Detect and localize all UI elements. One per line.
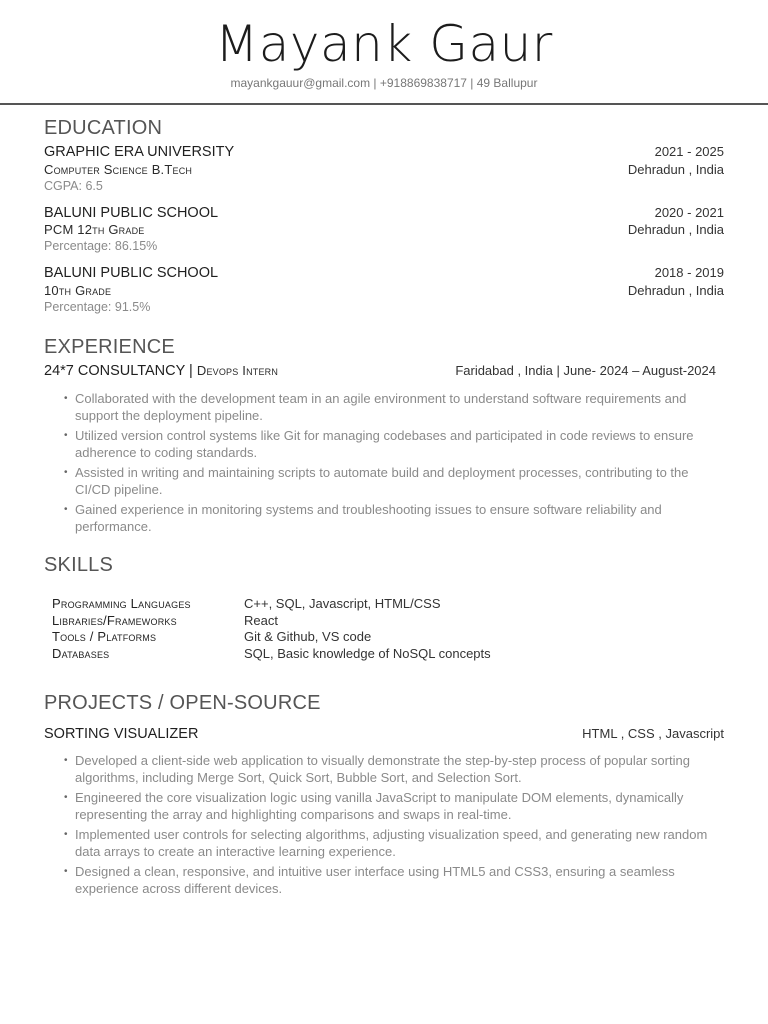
education-location: Dehradun , India xyxy=(627,162,724,177)
education-score: CGPA: 6.5 xyxy=(44,179,103,193)
skill-category: Databases xyxy=(52,645,110,661)
list-item: • Collaborated with the development team in an agile environment to understand software requirements and support the deployment pipeline. xyxy=(64,391,724,424)
project-row xyxy=(44,726,724,742)
education-score: Percentage: 91.5% xyxy=(44,300,151,314)
education-entry-2-row-2 xyxy=(44,222,724,237)
education-degree: PCM 12th Grade xyxy=(44,222,145,237)
list-item: • Assisted in writing and maintaining scripts to automate build and deployment processes, contributing to the CI/CD pipeline. xyxy=(64,465,724,498)
skill-category: Tools / Platforms xyxy=(52,629,157,645)
education-dates: 2021 - 2025 xyxy=(654,144,724,159)
skills-heading: SKILLS xyxy=(44,554,114,576)
experience-heading: EXPERIENCE xyxy=(44,336,175,358)
candidate-name: Mayank Gaur xyxy=(215,15,553,73)
list-item: • Designed a clean, responsive, and intuitive user interface using HTML5 and CSS3, ensuring a seamless experience across different devices. xyxy=(64,864,724,897)
skills-table xyxy=(52,596,491,662)
experience-role: Devops Intern xyxy=(196,363,279,378)
list-item: • Developed a client-side web application to visually demonstrate the step-by-step process of popular sorting algorithms, including Merge Sort, Quick Sort, Bubble Sort, and Selection Sort. xyxy=(64,753,724,786)
education-institution: GRAPHIC ERA UNIVERSITY xyxy=(44,144,235,160)
skill-row xyxy=(52,596,491,613)
skill-list: Git & Github, VS code xyxy=(244,629,372,645)
list-item: • Implemented user controls for selecting algorithms, adjusting visualization speed, and generating new random data arrays to create an interactive learning experience. xyxy=(64,827,724,860)
experience-separator: | xyxy=(185,363,197,379)
project-name: SORTING VISUALIZER xyxy=(44,726,199,742)
education-entry-3-row-1 xyxy=(44,265,724,281)
project-tech-stack: HTML , CSS , Javascript xyxy=(582,726,724,741)
experience-bullet-list xyxy=(64,391,724,539)
education-entry-1-row-2 xyxy=(44,162,724,177)
education-dates: 2018 - 2019 xyxy=(654,265,724,280)
education-institution: BALUNI PUBLIC SCHOOL xyxy=(44,205,219,221)
experience-entry-row xyxy=(44,362,716,380)
resume-header xyxy=(0,14,768,90)
list-item: • Gained experience in monitoring systems and troubleshooting issues to ensure software reliability and performance. xyxy=(64,502,724,535)
contact-line: mayankgauur@gmail.com | +918869838717 | 49 Ballupur xyxy=(230,76,538,90)
education-institution: BALUNI PUBLIC SCHOOL xyxy=(44,265,219,281)
education-score: Percentage: 86.15% xyxy=(44,239,158,253)
project-bullet-list xyxy=(64,753,724,901)
skill-row xyxy=(52,629,491,646)
skill-list: React xyxy=(244,612,278,628)
experience-location-dates: Faridabad , India | June- 2024 – August-2024 xyxy=(455,363,716,378)
education-entry-2-row-1 xyxy=(44,205,724,221)
education-location: Dehradun , India xyxy=(627,222,724,237)
experience-company: 24*7 CONSULTANCY xyxy=(44,363,186,379)
header-divider xyxy=(0,103,768,105)
education-dates: 2020 - 2021 xyxy=(654,205,724,220)
list-item: • Engineered the core visualization logic using vanilla JavaScript to manipulate DOM elements, dynamically representing the array and highlighting comparisons and swaps in real-time. xyxy=(64,790,724,823)
experience-position xyxy=(44,362,278,380)
projects-heading: PROJECTS / OPEN-SOURCE xyxy=(44,692,321,714)
education-degree: 10th Grade xyxy=(44,283,112,298)
education-location: Dehradun , India xyxy=(627,283,724,298)
skill-category: Programming Languages xyxy=(52,596,191,611)
list-item: • Utilized version control systems like Git for managing codebases and participated in code reviews to ensure adherence to coding standards. xyxy=(64,428,724,461)
education-entry-3-row-2 xyxy=(44,283,724,298)
skill-row xyxy=(52,613,491,630)
education-heading: EDUCATION xyxy=(44,117,163,139)
skill-row xyxy=(52,646,491,663)
skill-list: SQL, Basic knowledge of NoSQL concepts xyxy=(244,645,491,661)
skill-list: C++, SQL, Javascript, HTML/CSS xyxy=(244,596,441,611)
education-degree: Computer Science B.Tech xyxy=(44,162,193,177)
skill-category: Libraries/Frameworks xyxy=(52,612,177,628)
education-entry-1-row-1 xyxy=(44,144,724,160)
